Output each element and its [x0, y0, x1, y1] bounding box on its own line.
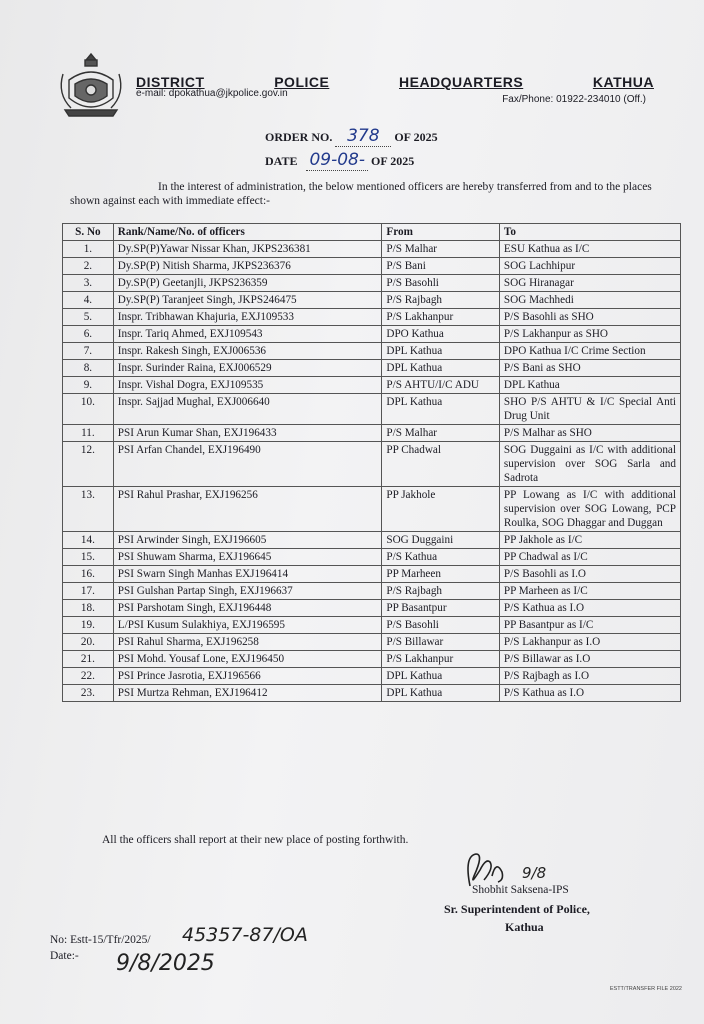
table-cell-to: PP Jakhole as I/C	[499, 532, 680, 549]
header-word-police: POLICE	[274, 74, 330, 90]
table-cell-name: PSI Arun Kumar Shan, EXJ196433	[113, 425, 382, 442]
table-cell-name: PSI Gulshan Partap Singh, EXJ196637	[113, 583, 382, 600]
table-cell-name: Dy.SP(P) Nitish Sharma, JKPS236376	[113, 258, 382, 275]
table-cell-to: P/S Rajbagh as I.O	[499, 668, 680, 685]
table-cell-name: Dy.SP(P) Taranjeet Singh, JKPS246475	[113, 292, 382, 309]
table-cell-to: P/S Billawar as I.O	[499, 651, 680, 668]
table-cell-from: P/S Basohli	[382, 617, 500, 634]
table-cell-sno: 2.	[63, 258, 114, 275]
table-cell-name: Inspr. Rakesh Singh, EXJ006536	[113, 343, 382, 360]
order-date: 09-08-	[306, 150, 368, 171]
table-cell-from: P/S Lakhanpur	[382, 309, 500, 326]
table-row	[63, 343, 681, 360]
order-suffix: OF 2025	[394, 130, 438, 144]
table-cell-sno: 3.	[63, 275, 114, 292]
column-header: To	[499, 224, 680, 241]
table-row	[63, 360, 681, 377]
table-cell-sno: 14.	[63, 532, 114, 549]
table-row	[63, 583, 681, 600]
table-row	[63, 241, 681, 258]
date-suffix: OF 2025	[371, 154, 415, 168]
table-cell-name: Inspr. Surinder Raina, EXJ006529	[113, 360, 382, 377]
table-cell-name: PSI Murtza Rehman, EXJ196412	[113, 685, 382, 702]
table-cell-sno: 17.	[63, 583, 114, 600]
table-cell-name: PSI Parshotam Singh, EXJ196448	[113, 600, 382, 617]
table-cell-to: P/S Kathua as I.O	[499, 600, 680, 617]
reference-number-handwritten: 45357-87/OA	[182, 924, 308, 946]
table-cell-sno: 11.	[63, 425, 114, 442]
table-row	[63, 394, 681, 425]
table-cell-from: DPO Kathua	[382, 326, 500, 343]
table-cell-name: PSI Shuwam Sharma, EXJ196645	[113, 549, 382, 566]
table-row	[63, 425, 681, 442]
table-cell-to: P/S Basohli as I.O	[499, 566, 680, 583]
signatory-name: Shobhit Saksena-IPS	[472, 884, 569, 896]
table-row	[63, 617, 681, 634]
table-cell-to: PP Marheen as I/C	[499, 583, 680, 600]
table-cell-sno: 5.	[63, 309, 114, 326]
column-header: Rank/Name/No. of officers	[113, 224, 382, 241]
table-cell-from: P/S Bani	[382, 258, 500, 275]
table-row	[63, 668, 681, 685]
header-email: e-mail: dpokathua@jkpolice.gov.in	[136, 88, 288, 99]
table-row	[63, 377, 681, 394]
table-row	[63, 549, 681, 566]
table-cell-from: SOG Duggaini	[382, 532, 500, 549]
table-cell-to: SOG Lachhipur	[499, 258, 680, 275]
column-header: From	[382, 224, 500, 241]
table-row	[63, 292, 681, 309]
transfer-table	[62, 223, 681, 702]
table-cell-to: SHO P/S AHTU & I/C Special Anti Drug Unit	[499, 394, 680, 425]
table-cell-from: P/S Basohli	[382, 275, 500, 292]
table-cell-to: DPL Kathua	[499, 377, 680, 394]
table-cell-name: Inspr. Tariq Ahmed, EXJ109543	[113, 326, 382, 343]
signatory-place: Kathua	[505, 920, 544, 934]
table-row	[63, 275, 681, 292]
date-label: DATE	[265, 154, 298, 168]
table-cell-name: Inspr. Vishal Dogra, EXJ109535	[113, 377, 382, 394]
table-cell-to: DPO Kathua I/C Crime Section	[499, 343, 680, 360]
intro-paragraph: In the interest of administration, the below mentioned officers are hereby transferred from and to the places shown against each with immediate effect:-	[70, 181, 652, 207]
header-word-headquarters: HEADQUARTERS	[399, 74, 524, 90]
table-cell-from: PP Jakhole	[382, 487, 500, 532]
table-cell-from: P/S Rajbagh	[382, 292, 500, 309]
table-cell-name: PSI Rahul Sharma, EXJ196258	[113, 634, 382, 651]
table-row	[63, 651, 681, 668]
table-cell-sno: 7.	[63, 343, 114, 360]
reference-date-handwritten: 9/8/2025	[116, 951, 215, 976]
table-cell-from: P/S Malhar	[382, 425, 500, 442]
table-cell-to: P/S Lakhanpur as I.O	[499, 634, 680, 651]
table-cell-to: PP Basantpur as I/C	[499, 617, 680, 634]
table-row	[63, 600, 681, 617]
table-cell-to: P/S Malhar as SHO	[499, 425, 680, 442]
table-cell-from: PP Basantpur	[382, 600, 500, 617]
table-cell-name: Dy.SP(P)Yawar Nissar Khan, JKPS236381	[113, 241, 382, 258]
table-cell-to: P/S Kathua as I.O	[499, 685, 680, 702]
header-word-district: DISTRICT	[136, 74, 205, 90]
table-cell-from: P/S Malhar	[382, 241, 500, 258]
table-row	[63, 487, 681, 532]
table-cell-name: PSI Mohd. Yousaf Lone, EXJ196450	[113, 651, 382, 668]
table-cell-from: P/S Rajbagh	[382, 583, 500, 600]
table-cell-from: P/S AHTU/I/C ADU	[382, 377, 500, 394]
table-cell-to: SOG Duggaini as I/C with additional supervision over SOG Sarla and Sadrota	[499, 442, 680, 487]
table-cell-sno: 18.	[63, 600, 114, 617]
file-mark: ESTT/TRANSFER FILE 2022	[609, 986, 682, 992]
table-cell-from: PP Chadwal	[382, 442, 500, 487]
table-cell-to: PP Lowang as I/C with additional supervision over SOG Lowang, PCP Roulka, SOG Dhaggar and Duggan	[499, 487, 680, 532]
table-cell-from: DPL Kathua	[382, 360, 500, 377]
table-cell-sno: 23.	[63, 685, 114, 702]
table-cell-sno: 9.	[63, 377, 114, 394]
table-cell-from: DPL Kathua	[382, 685, 500, 702]
table-cell-name: PSI Arfan Chandel, EXJ196490	[113, 442, 382, 487]
table-cell-name: L/PSI Kusum Sulakhiya, EXJ196595	[113, 617, 382, 634]
table-cell-from: DPL Kathua	[382, 668, 500, 685]
table-cell-sno: 21.	[63, 651, 114, 668]
table-row	[63, 442, 681, 487]
table-cell-to: P/S Bani as SHO	[499, 360, 680, 377]
table-cell-from: P/S Billawar	[382, 634, 500, 651]
table-cell-sno: 12.	[63, 442, 114, 487]
signatory-title: Sr. Superintendent of Police,	[444, 902, 590, 916]
table-cell-to: PP Chadwal as I/C	[499, 549, 680, 566]
table-cell-to: P/S Lakhanpur as SHO	[499, 326, 680, 343]
table-cell-sno: 6.	[63, 326, 114, 343]
table-row	[63, 309, 681, 326]
signature-initials: 9/8	[522, 864, 547, 882]
order-date-line	[265, 150, 414, 171]
table-cell-name: PSI Arwinder Singh, EXJ196605	[113, 532, 382, 549]
table-cell-sno: 10.	[63, 394, 114, 425]
table-cell-to: ESU Kathua as I/C	[499, 241, 680, 258]
order-number-line	[265, 126, 438, 147]
column-header: S. No	[63, 224, 114, 241]
reference-number-label: No: Estt-15/Tfr/2025/	[50, 934, 151, 946]
table-row	[63, 258, 681, 275]
table-cell-from: PP Marheen	[382, 566, 500, 583]
table-cell-from: P/S Kathua	[382, 549, 500, 566]
table-header-row	[63, 224, 681, 241]
table-cell-sno: 13.	[63, 487, 114, 532]
table-cell-from: P/S Lakhanpur	[382, 651, 500, 668]
table-row	[63, 685, 681, 702]
footer-note: All the officers shall report at their new place of posting forthwith.	[102, 834, 409, 846]
table-row	[63, 566, 681, 583]
table-row	[63, 634, 681, 651]
table-cell-from: DPL Kathua	[382, 343, 500, 360]
table-cell-sno: 20.	[63, 634, 114, 651]
table-cell-to: SOG Hiranagar	[499, 275, 680, 292]
table-row	[63, 326, 681, 343]
table-cell-name: Inspr. Tribhawan Khajuria, EXJ109533	[113, 309, 382, 326]
table-row	[63, 532, 681, 549]
table-cell-name: PSI Prince Jasrotia, EXJ196566	[113, 668, 382, 685]
table-cell-name: Inspr. Sajjad Mughal, EXJ006640	[113, 394, 382, 425]
header-fax: Fax/Phone: 01922-234010 (Off.)	[502, 94, 646, 105]
order-number: 378	[335, 126, 391, 147]
table-cell-sno: 8.	[63, 360, 114, 377]
order-label: ORDER NO.	[265, 130, 333, 144]
table-cell-to: SOG Machhedi	[499, 292, 680, 309]
table-cell-sno: 4.	[63, 292, 114, 309]
header-word-kathua: KATHUA	[592, 74, 654, 90]
police-emblem-icon	[55, 50, 127, 122]
table-cell-name: PSI Swarn Singh Manhas EXJ196414	[113, 566, 382, 583]
table-cell-sno: 1.	[63, 241, 114, 258]
table-cell-sno: 19.	[63, 617, 114, 634]
table-cell-name: Dy.SP(P) Geetanjli, JKPS236359	[113, 275, 382, 292]
table-cell-to: P/S Basohli as SHO	[499, 309, 680, 326]
table-cell-sno: 15.	[63, 549, 114, 566]
table-cell-sno: 22.	[63, 668, 114, 685]
table-cell-from: DPL Kathua	[382, 394, 500, 425]
reference-date-label: Date:-	[50, 950, 79, 962]
table-cell-sno: 16.	[63, 566, 114, 583]
table-cell-name: PSI Rahul Prashar, EXJ196256	[113, 487, 382, 532]
